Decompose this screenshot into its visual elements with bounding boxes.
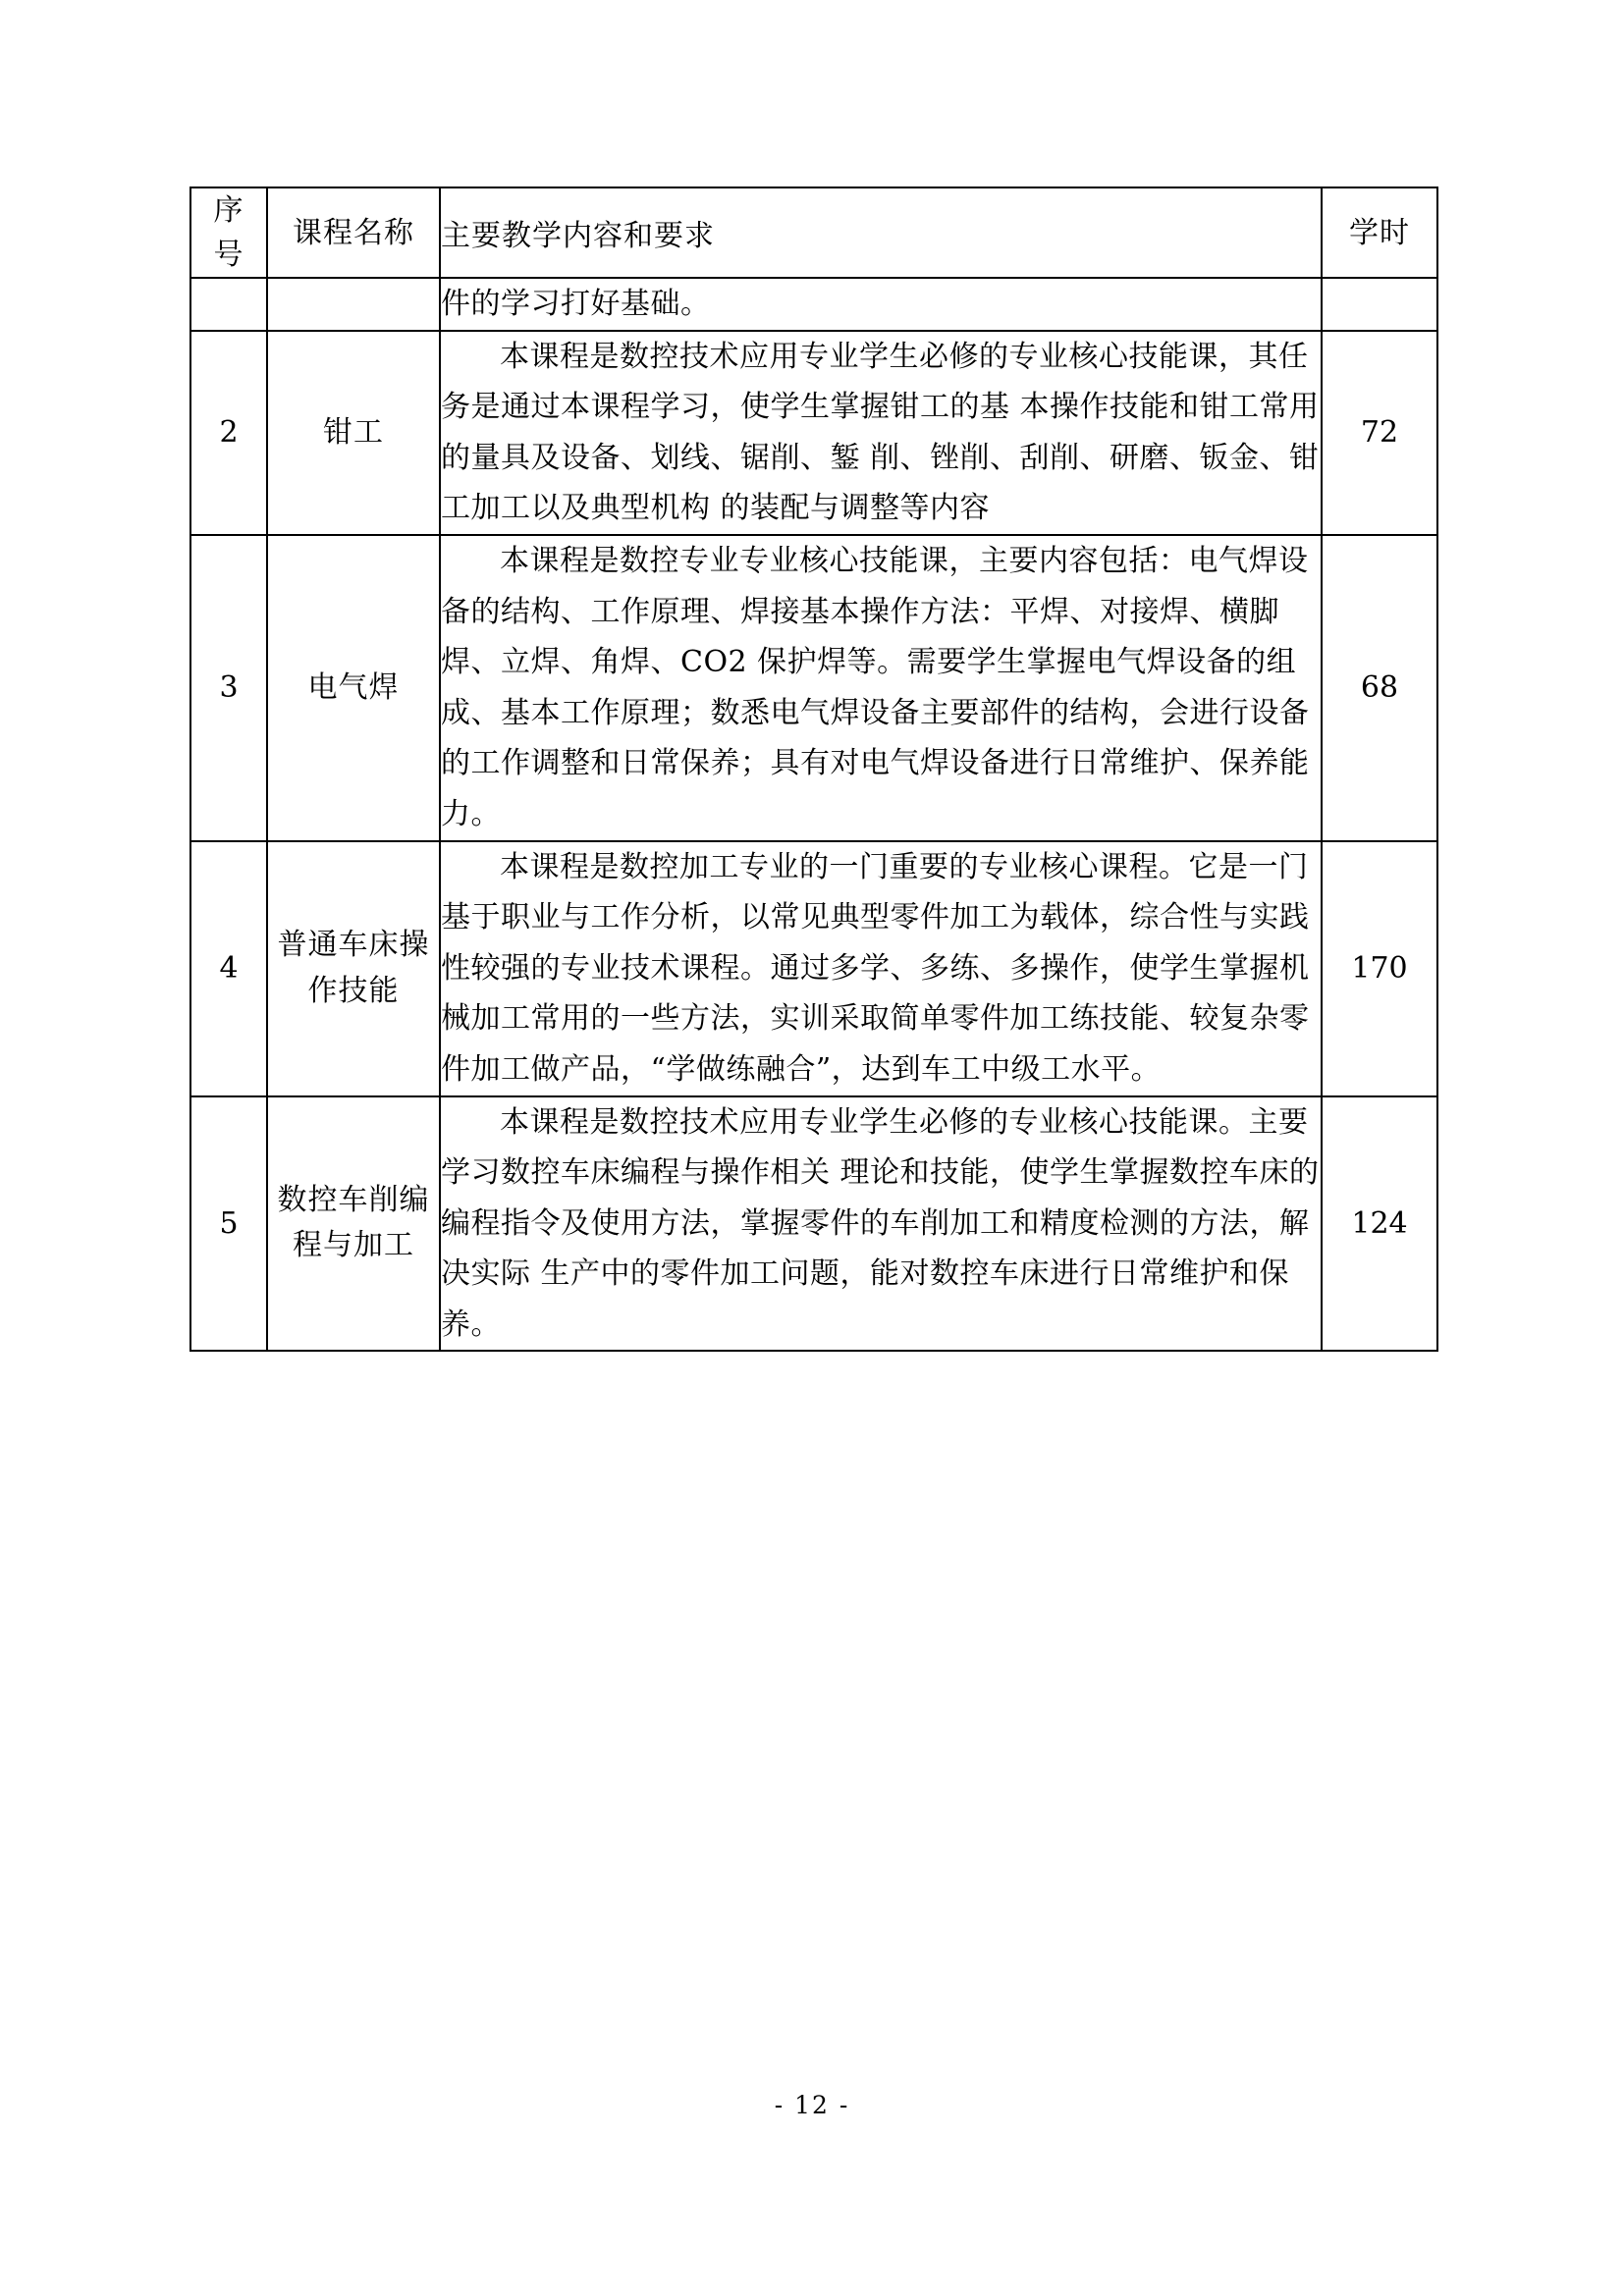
page-number: - 12 - <box>774 2091 850 2119</box>
cell-no: 5 <box>190 1096 267 1352</box>
cell-course-name: 钳工 <box>267 331 440 535</box>
table-row <box>190 1096 1437 1352</box>
table-row <box>190 841 1437 1096</box>
cell-content: 本课程是数控加工专业的一门重要的专业核心课程。它是一门基于职业与工作分析，以常见典型零件加工为载体，综合性与实践性较强的专业技术课程。通过多学、多练、多操作，使学生掌握机械加工常用的一些方法，实训采取简单零件加工练技能、较复杂零件加工做产品，“学做练融合”，达到车工中级工水平。 <box>440 841 1322 1096</box>
cell-hours <box>1322 278 1437 331</box>
cell-hours: 72 <box>1322 331 1437 535</box>
cell-hours: 170 <box>1322 841 1437 1096</box>
cell-no <box>190 278 267 331</box>
course-table-container <box>189 187 1436 1352</box>
table-row <box>190 278 1437 331</box>
cell-content: 本课程是数控技术应用专业学生必修的专业核心技能课。主要学习数控车床编程与操作相关 理论和技能，使学生掌握数控车床的编程指令及使用方法，掌握零件的车削加工和精度检测的方法，解决实际 生产中的零件加工问题，能对数控车床进行日常维护和保养。 <box>440 1096 1322 1352</box>
cell-course-name: 普通车床操作技能 <box>267 841 440 1096</box>
column-header-content: 主要教学内容和要求 <box>440 187 1322 278</box>
cell-content: 本课程是数控专业专业核心技能课，主要内容包括：电气焊设备的结构、工作原理、焊接基本操作方法：平焊、对接焊、横脚焊、立焊、角焊、CO2 保护焊等。需要学生掌握电气焊设备的组成、基本工作原理；数悉电气焊设备主要部件的结构，会进行设备的工作调整和日常保养；具有对电气焊设备进行日常维护、保养能力。 <box>440 535 1322 841</box>
cell-no: 2 <box>190 331 267 535</box>
column-header-no: 序号 <box>190 187 267 278</box>
column-header-hours: 学时 <box>1322 187 1437 278</box>
cell-hours: 124 <box>1322 1096 1437 1352</box>
table-row <box>190 535 1437 841</box>
cell-hours: 68 <box>1322 535 1437 841</box>
cell-course-name: 电气焊 <box>267 535 440 841</box>
table-row <box>190 331 1437 535</box>
cell-no: 4 <box>190 841 267 1096</box>
cell-content: 本课程是数控技术应用专业学生必修的专业核心技能课，其任务是通过本课程学习，使学生掌握钳工的基 本操作技能和钳工常用的量具及设备、划线、锯削、錾 削、锉削、刮削、研磨、钣金、钳工加工以及典型机构 的装配与调整等内容 <box>440 331 1322 535</box>
cell-course-name: 数控车削编程与加工 <box>267 1096 440 1352</box>
column-header-course-name: 课程名称 <box>267 187 440 278</box>
table-header-row <box>190 187 1437 278</box>
course-table <box>189 187 1438 1352</box>
cell-content: 件的学习打好基础。 <box>440 278 1322 331</box>
cell-course-name <box>267 278 440 331</box>
cell-no: 3 <box>190 535 267 841</box>
